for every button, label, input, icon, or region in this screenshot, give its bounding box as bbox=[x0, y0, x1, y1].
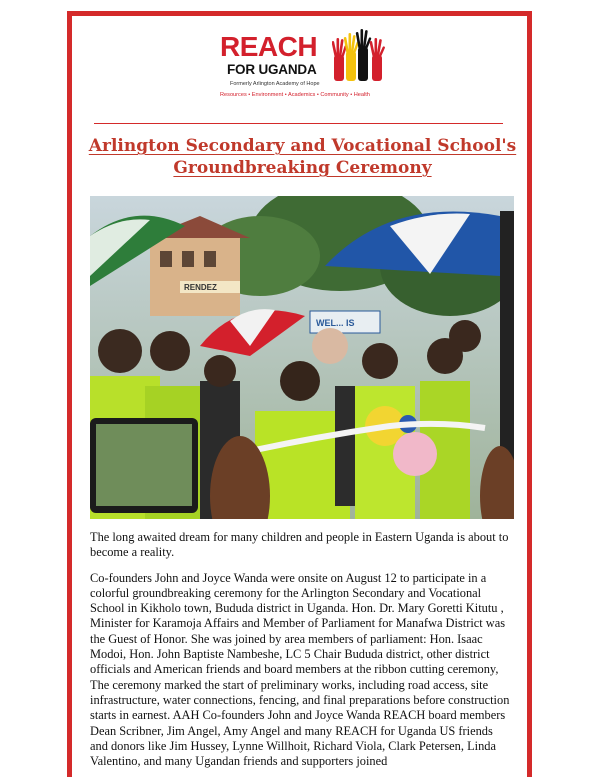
article-intro-paragraph: The long awaited dream for many children and people in Eastern Uganda is about to become a reality. bbox=[90, 530, 509, 560]
logo-formerly-line: Formerly Arlington Academy of Hope bbox=[230, 81, 320, 87]
logo-wordmark: REACH bbox=[220, 31, 318, 62]
logo-subword: FOR UGANDA bbox=[227, 62, 317, 77]
logo-tagline: Resources • Environment • Academics • Community • Health bbox=[220, 92, 370, 98]
photo-sign-text: RENDEZ bbox=[184, 283, 217, 292]
groundbreaking-ceremony-photo bbox=[90, 196, 514, 519]
article-main-paragraph: Co-founders John and Joyce Wanda were onsite on August 12 to participate in a colorful groundbreaking ceremony for the Arlington Secondary and Vocational School in Kikholo town, Bududa district in Uganda. Hon. Dr. Mary Goretti Kitutu , Minister for Karamoja Affairs and Member of Parliament for Manafwa District was the Guest of Honor. She was joined by area members of parliament: Hon. Isaac Modoi, Hon. John Baptiste Nambeshe, LC 5 Chair Bududa district, other district officials and American friends and board members at the ribbon cutting ceremony, The ceremony marked the start of preliminary works, including road access, site infrastructure, water connections, fencing, and final preparations before construction starts in earnest. AAH Co-founders John and Joyce Wanda REACH board members Dean Scribner, Jim Angel, Amy Angel and many REACH for Uganda US friends and donors like Jim Hussey, Lynne Willhoit, Richard Viola, Clark Petersen, Linda Valentino, and many Ugandan friends and supporters joined bbox=[90, 570, 510, 769]
ceremony-photo-illustration bbox=[90, 196, 514, 519]
newsletter-frame bbox=[67, 11, 532, 777]
article-body bbox=[90, 530, 510, 777]
raised-hands-icon bbox=[332, 29, 392, 85]
photo-banner-text: WEL... IS bbox=[316, 318, 355, 328]
header-divider bbox=[94, 123, 503, 124]
reach-for-uganda-logo[interactable] bbox=[220, 33, 390, 115]
article-headline[interactable]: Arlington Secondary and Vocational School's Groundbreaking Ceremony bbox=[88, 136, 517, 178]
